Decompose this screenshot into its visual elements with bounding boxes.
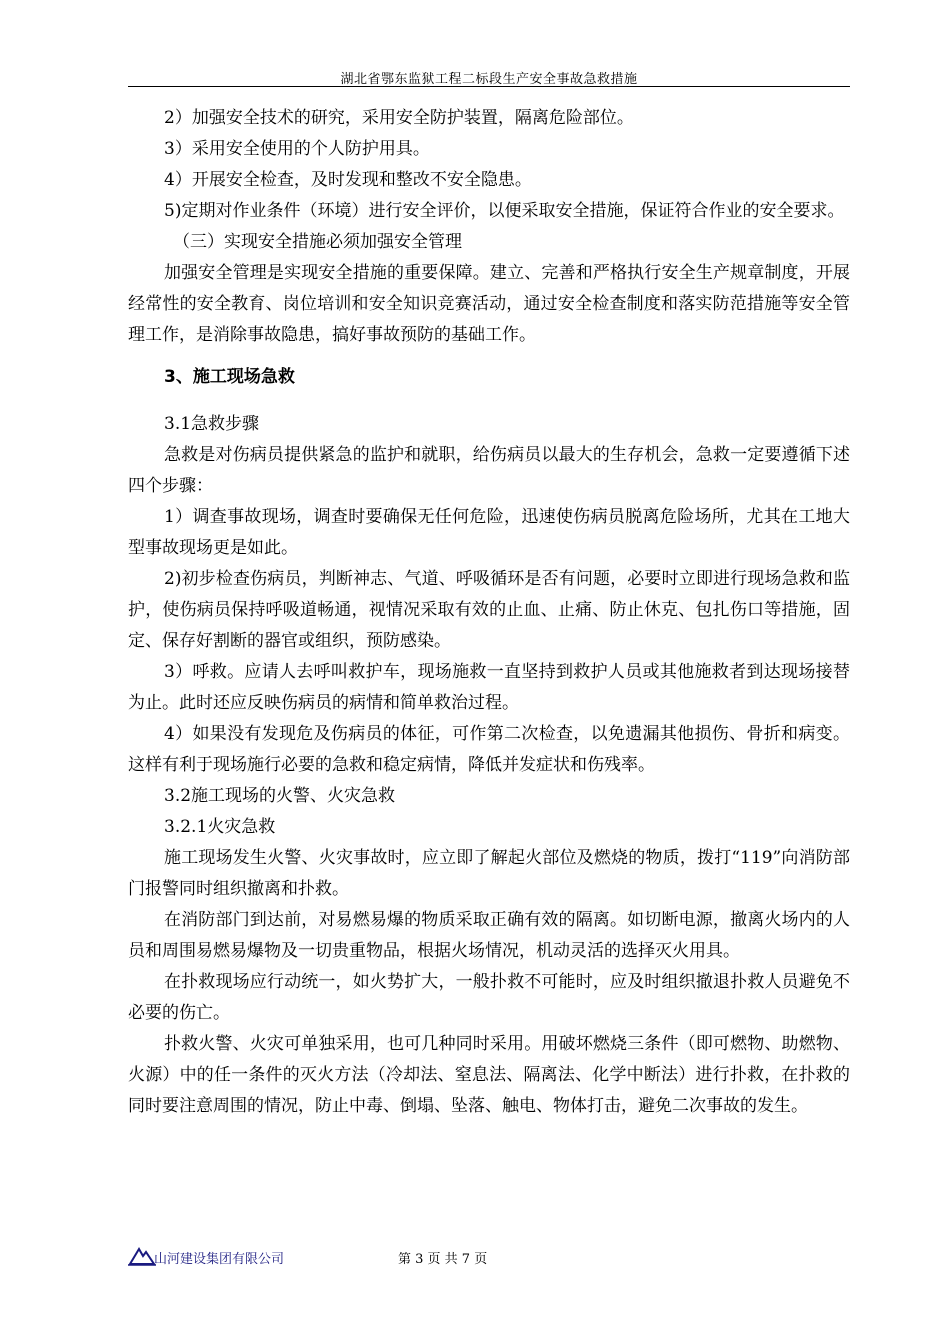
- paragraph: 2）加强安全技术的研究，采用安全防护装置，隔离危险部位。: [164, 108, 634, 128]
- subsection-heading: 3.2.1火灾急救: [164, 817, 276, 837]
- paragraph: 急救是对伤病员提供紧急的监护和就职，给伤病员以最大的生存机会，急救一定要遵循下述四个步骤：: [128, 445, 850, 496]
- page-number: 第 3 页 共 7 页: [398, 1252, 488, 1267]
- paragraph: 2)初步检查伤病员，判断神志、气道、呼吸循环是否有问题，必要时立即进行现场急救和监护，使伤病员保持呼吸道畅通，视情况采取有效的止血、止痛、防止休克、包扎伤口等措施，固定、保存好割断的器官或组织，预防感染。: [128, 569, 850, 651]
- mountain-logo-icon: [128, 1246, 156, 1266]
- paragraph: 加强安全管理是实现安全措施的重要保障。建立、完善和严格执行安全生产规章制度，开展经常性的安全教育、岗位培训和安全知识竞赛活动，通过安全检查制度和落实防范措施等安全管理工作，是消除事故隐患，搞好事故预防的基础工作。: [128, 263, 850, 345]
- paragraph: 3）呼救。应请人去呼叫救护车，现场施救一直坚持到救护人员或其他施救者到达现场接替为止。此时还应反映伤病员的病情和简单救治过程。: [128, 662, 850, 713]
- header-divider: [128, 86, 850, 87]
- paragraph: 4）如果没有发现危及伤病员的体征，可作第二次检查，以免遗漏其他损伤、骨折和病变。这样有利于现场施行必要的急救和稳定病情，降低并发症状和伤残率。: [128, 724, 850, 775]
- company-name: 山河建设集团有限公司: [154, 1252, 285, 1267]
- page-header-title: 湖北省鄂东监狱工程二标段生产安全事故急救措施: [340, 72, 638, 87]
- paragraph: 施工现场发生火警、火灾事故时，应立即了解起火部位及燃烧的物质，拨打“119”向消防部门报警同时组织撤离和扑救。: [128, 848, 850, 899]
- document-body: [128, 103, 850, 1122]
- paragraph: 3）采用安全使用的个人防护用具。: [164, 139, 430, 159]
- paragraph: 在扑救现场应行动统一，如火势扩大，一般扑救不可能时，应及时组织撤退扑救人员避免不必要的伤亡。: [128, 972, 850, 1023]
- subsection-heading: 3.1急救步骤: [164, 414, 260, 434]
- subsection-heading: 3.2施工现场的火警、火灾急救: [164, 786, 396, 806]
- paragraph: 扑救火警、火灾可单独采用，也可几种同时采用。用破坏燃烧三条件（即可燃物、助燃物、火源）中的任一条件的灭火方法（冷却法、窒息法、隔离法、化学中断法）进行扑救，在扑救的同时要注意周围的情况，防止中毒、倒塌、坠落、触电、物体打击，避免二次事故的发生。: [128, 1034, 850, 1116]
- page-footer: [128, 1246, 850, 1268]
- paragraph: 在消防部门到达前，对易燃易爆的物质采取正确有效的隔离。如切断电源，撤离火场内的人员和周围易燃易爆物及一切贵重物品，根据火场情况，机动灵活的选择灭火用具。: [128, 910, 850, 961]
- paragraph: 1）调查事故现场，调查时要确保无任何危险，迅速使伤病员脱离危险场所，尤其在工地大型事故现场更是如此。: [128, 507, 850, 558]
- subsection-heading: （三）实现安全措施必须加强安全管理: [173, 232, 462, 252]
- section-heading: 3、施工现场急救: [164, 367, 295, 387]
- paragraph: 4）开展安全检查，及时发现和整改不安全隐患。: [164, 170, 532, 190]
- paragraph: 5)定期对作业条件（环境）进行安全评价，以便采取安全措施，保证符合作业的安全要求。: [164, 201, 845, 221]
